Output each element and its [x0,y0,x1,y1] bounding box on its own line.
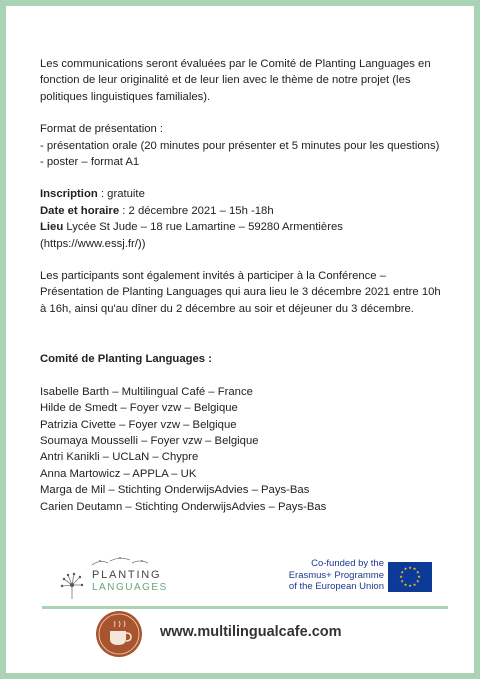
svg-text:★: ★ [412,566,417,572]
svg-text:★: ★ [408,565,412,570]
committee-heading: Comité de Planting Languages : [40,353,212,366]
svg-text:★: ★ [408,583,412,588]
document-body [40,56,450,515]
intro-paragraph: Les communications seront évaluées par le Comité de Planting Languages en fonction de leur originalité et de leur lien avec le thème de notre projet (les politiques linguistiques familiales). [40,58,431,103]
svg-text:★: ★ [412,581,417,587]
erasmus-cofunded-text: Co-funded by the Erasmus+ Programme of the European Union [288,558,384,592]
committee-member: Hilde de Smedt – Foyer vzw – Belgique [40,402,238,415]
svg-text:★: ★ [416,578,420,584]
inscription-value: : gratuite [97,188,145,201]
website-link[interactable]: www.multilingualcafe.com [160,624,342,640]
committee-member: Isabelle Barth – Multilingual Café – France [40,385,253,398]
committee-member: Soumaya Mousselli – Foyer vzw – Belgique [40,434,259,447]
planting-logo-text: PLANTING [92,569,162,581]
date-line [40,203,450,219]
languages-logo-text: LANGUAGES [92,582,168,593]
lieu-line [40,219,450,252]
eu-flag-icon [388,562,432,592]
participants-paragraph: Les participants sont également invités à participer à la Conférence – Présentation de Planting Languages qui aura lieu le 3 décembre 2021 entre 10h à 16h, ainsi qu'au dîner du 2 décembre au soir et déjeuner du 3 décembre. [40,270,441,315]
committee-member: Patrizia Civette – Foyer vzw – Belgique [40,418,237,431]
inscription-label: Inscription [40,188,98,201]
lieu-value: Lycée St Jude – 18 rue Lamartine – 59280 Armentières (https://www.essj.fr/)) [40,221,343,250]
committee-member: Carien Deutamn – Stichting OnderwijsAdvies – Pays-Bas [40,500,327,513]
date-label: Date et horaire [40,204,120,217]
committee-member: Antri Kanikli – UCLaN – Chypre [40,451,199,464]
multilingual-cafe-logo-icon [96,611,142,657]
svg-text:★: ★ [400,569,404,575]
date-value: : 2 décembre 2021 – 15h -18h [119,204,274,217]
footer-divider [42,606,448,609]
format-item: - poster – format A1 [40,156,140,169]
svg-text:★: ★ [399,574,403,579]
svg-text:★: ★ [416,569,420,575]
svg-text:★: ★ [417,574,421,579]
committee-member: Marga de Mil – Stichting OnderwijsAdvies – Pays-Bas [40,484,310,497]
committee-member: Anna Martowicz – APPLA – UK [40,467,197,480]
format-item: - présentation orale (20 minutes pour présenter et 5 minutes pour les questions) [40,139,440,152]
format-heading: Format de présentation : [40,123,164,136]
lieu-label: Lieu [40,221,64,234]
svg-text:★: ★ [403,581,408,587]
svg-text:★: ★ [400,578,404,584]
planting-languages-logo [52,555,168,601]
inscription-line [40,186,450,202]
sponsor-logos [0,555,480,605]
svg-text:★: ★ [403,566,408,572]
